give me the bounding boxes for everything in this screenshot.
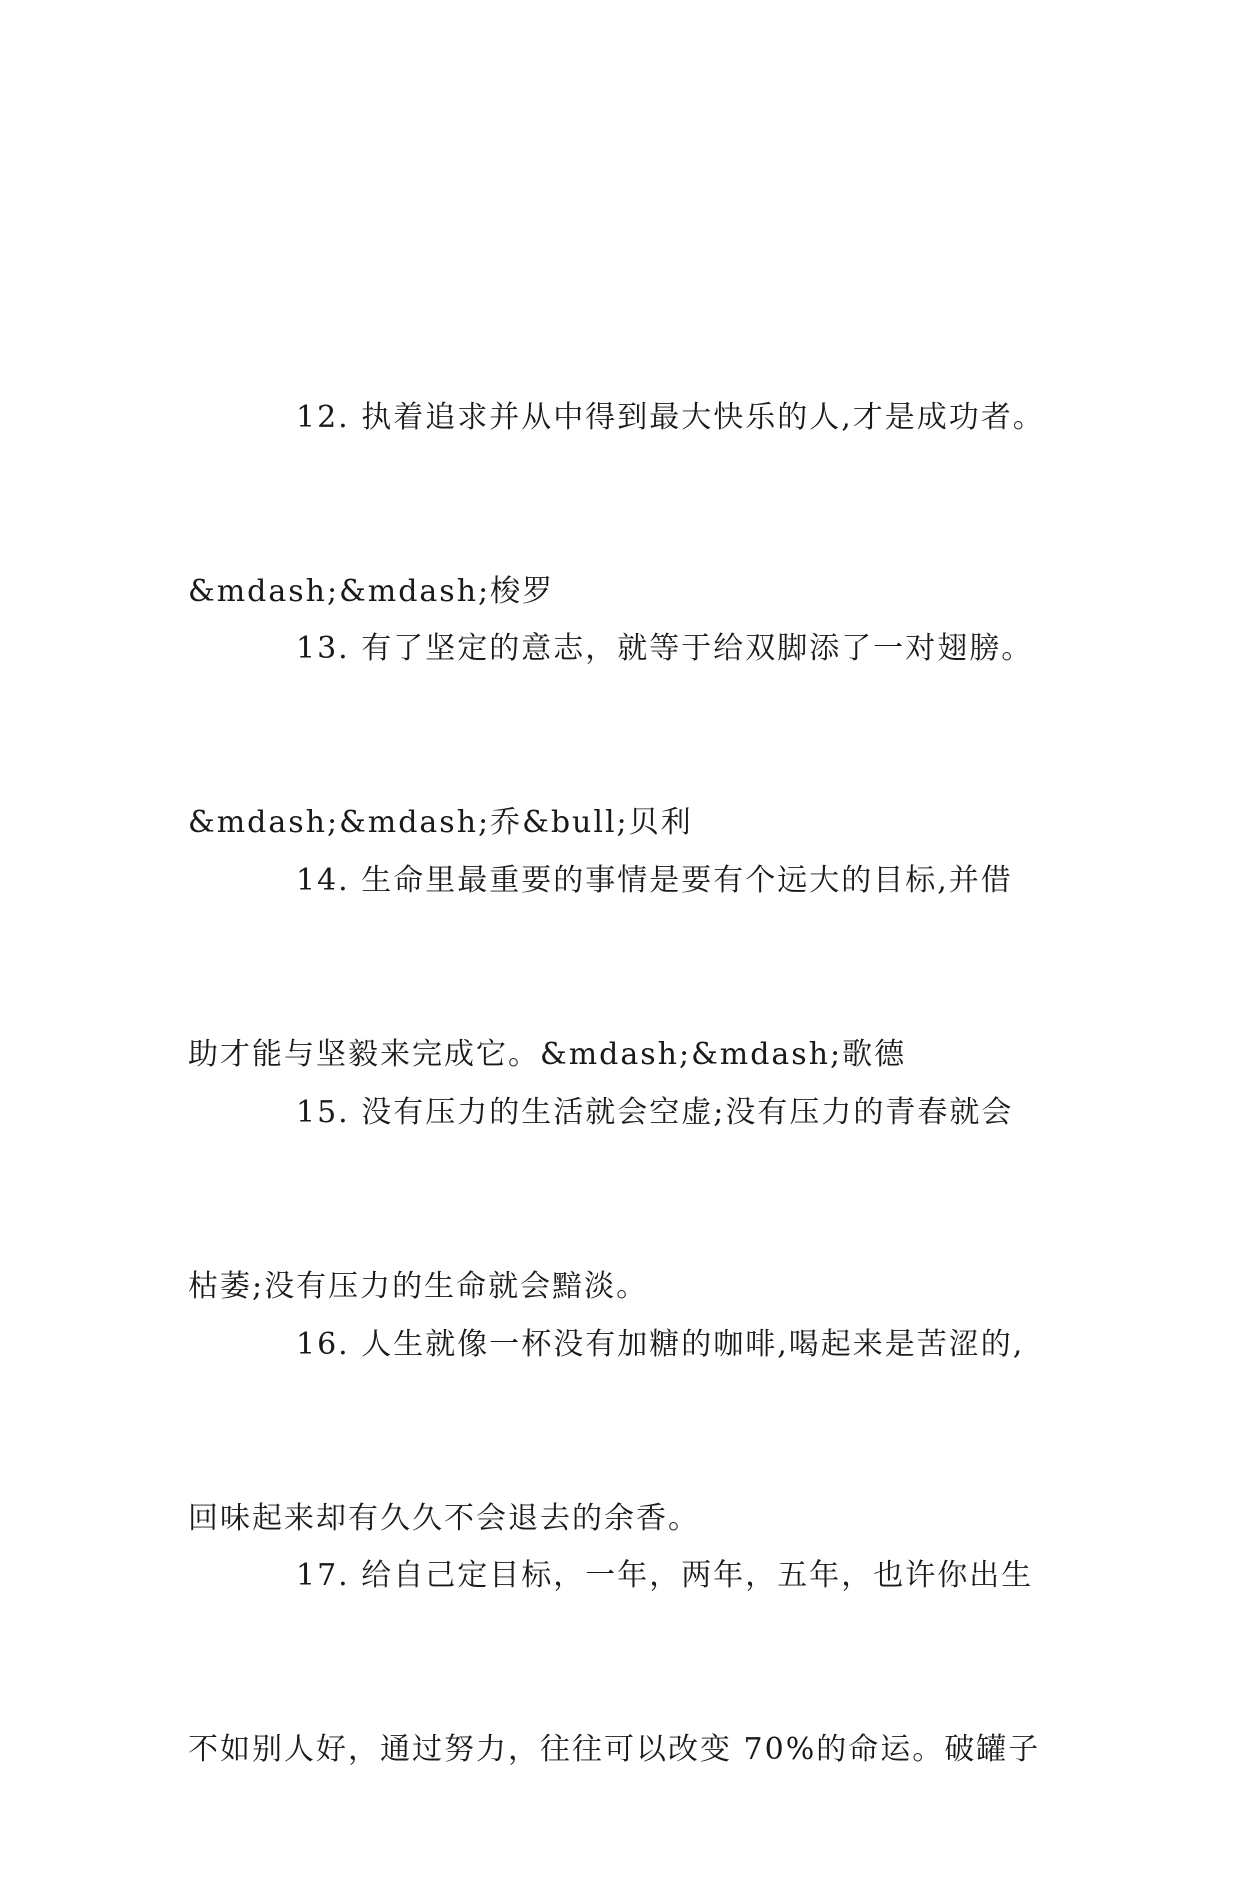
quote-17 xyxy=(188,1431,1088,1895)
quote-12-line-2: &mdash;&mdash;梭罗 xyxy=(188,574,555,609)
quote-13-number: 13. xyxy=(296,631,350,666)
quote-13-text: 有了坚定的意志，就等于给双脚添了一对翅膀。 xyxy=(361,631,1034,666)
quote-12-text: 执着追求并从中得到最大快乐的人,才是成功者。 xyxy=(361,400,1045,435)
quote-17-line-2: 不如别人好，通过努力，往往可以改变 70%的命运。破罐子 xyxy=(188,1732,1041,1767)
quote-15-line-1 xyxy=(188,1084,1088,1142)
quote-14-number: 14. xyxy=(296,863,350,898)
quote-12-line-1 xyxy=(188,389,1088,447)
quote-16-line-2: 回味起来却有久久不会退去的余香。 xyxy=(188,1501,700,1536)
quote-13-line-2: &mdash;&mdash;乔&bull;贝利 xyxy=(188,805,693,840)
quote-15-text: 没有压力的生活就会空虚;没有压力的青春就会 xyxy=(361,1095,1014,1130)
quote-14-line-1 xyxy=(188,852,1088,910)
quote-15-number: 15. xyxy=(296,1095,350,1130)
quote-14-line-2: 助才能与坚毅来完成它。&mdash;&mdash;歌德 xyxy=(188,1037,907,1072)
quote-17-number: 17. xyxy=(296,1558,350,1593)
quote-17-text: 给自己定目标，一年，两年，五年，也许你出生 xyxy=(361,1558,1034,1593)
quote-17-line-1 xyxy=(188,1547,1088,1605)
quote-14-text: 生命里最重要的事情是要有个远大的目标,并借 xyxy=(361,863,1013,898)
quote-16-line-1 xyxy=(188,1316,1088,1374)
quote-15-line-2: 枯萎;没有压力的生命就会黯淡。 xyxy=(188,1269,649,1304)
quote-12-number: 12. xyxy=(296,400,350,435)
quote-16-number: 16. xyxy=(296,1327,350,1362)
quote-16-text: 人生就像一杯没有加糖的咖啡,喝起来是苦涩的, xyxy=(361,1327,1025,1362)
quote-13-line-1 xyxy=(188,620,1088,678)
